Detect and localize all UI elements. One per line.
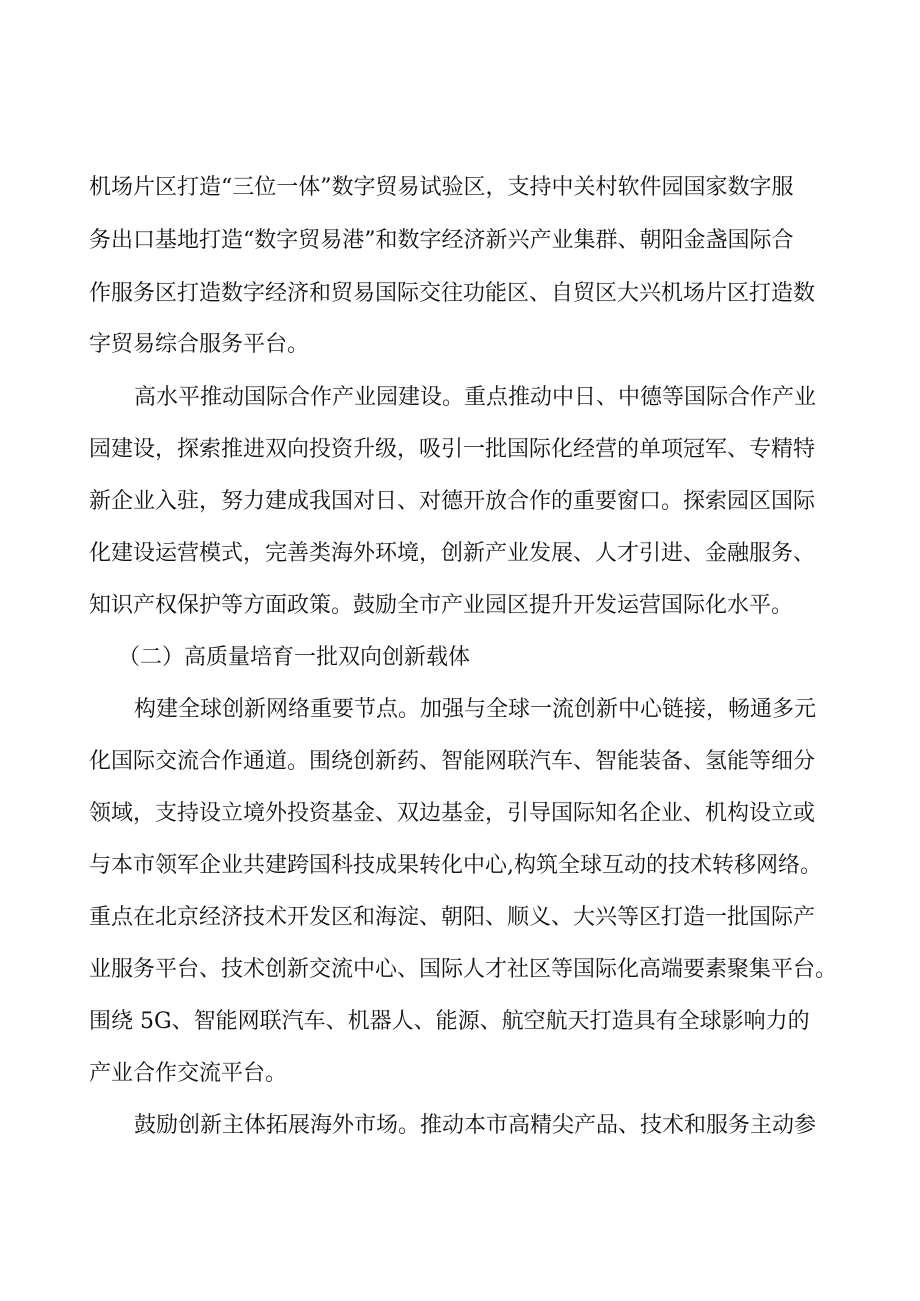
paragraph-2-line-3: 新企业入驻，努力建成我国对日、对德开放合作的重要窗口。探索园区国际 <box>89 489 816 514</box>
paragraph-2-line-1: 高水平推动国际合作产业园建设。重点推动中日、中德等国际合作产业 <box>134 385 817 410</box>
paragraph-1-line-2: 务出口基地打造“数字贸易港”和数字经济新兴产业集群、朝阳金盏国际合 <box>89 228 794 253</box>
paragraph-3-line-2: 化国际交流合作通道。围绕创新药、智能网联汽车、智能装备、氢能等细分 <box>89 749 816 774</box>
paragraph-3-line-5: 重点在北京经济技术开发区和海淀、朝阳、顺义、大兴等区打造一批国际产 <box>89 905 816 930</box>
paragraph-3-line-3: 领域，支持设立境外投资基金、双边基金，引导国际知名企业、机构设立或 <box>89 801 816 826</box>
paragraph-3-line-4: 与本市领军企业共建跨国科技成果转化中心,构筑全球互动的技术转移网络。 <box>89 853 822 878</box>
paragraph-1-line-3: 作服务区打造数字经济和贸易国际交往功能区、自贸区大兴机场片区打造数 <box>89 281 816 306</box>
paragraph-3-line-7: 围绕 5G、智能网联汽车、机器人、能源、航空航天打造具有全球影响力的 <box>89 1009 810 1034</box>
paragraph-2-line-4: 化建设运营模式，完善类海外环境，创新产业发展、人才引进、金融服务、 <box>89 541 816 566</box>
paragraph-3-line-6: 业服务平台、技术创新交流中心、国际人才社区等国际化高端要素聚集平台。 <box>89 957 838 982</box>
paragraph-1-line-1: 机场片区打造“三位一体”数字贸易试验区，支持中关村软件园国家数字服 <box>89 175 794 200</box>
paragraph-1-line-4: 字贸易综合服务平台。 <box>89 332 310 357</box>
section-heading: （二）高质量培育一批双向创新载体 <box>118 645 471 670</box>
paragraph-2-line-2: 园建设，探索推进双向投资升级，吸引一批国际化经营的单项冠军、专精特 <box>89 437 816 462</box>
paragraph-2-line-5: 知识产权保护等方面政策。鼓励全市产业园区提升开发运营国际化水平。 <box>89 593 794 618</box>
paragraph-3-line-8: 产业合作交流平台。 <box>89 1061 288 1086</box>
paragraph-3-line-1: 构建全球创新网络重要节点。加强与全球一流创新中心链接，畅通多元 <box>134 697 817 722</box>
paragraph-4-line-1: 鼓励创新主体拓展海外市场。推动本市高精尖产品、技术和服务主动参 <box>134 1113 817 1138</box>
